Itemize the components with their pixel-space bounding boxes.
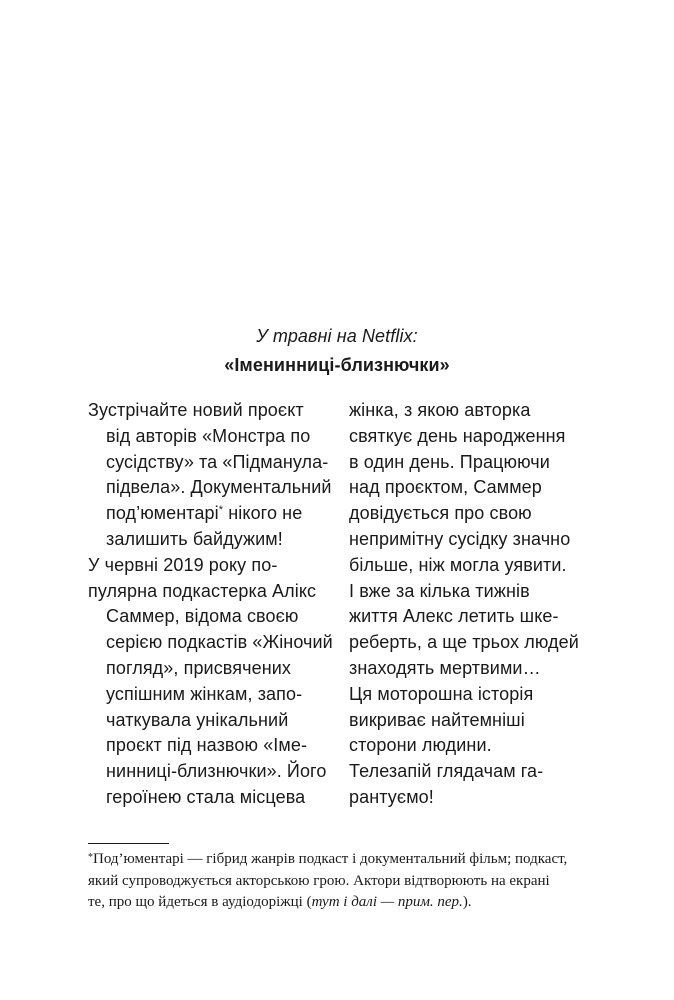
text-line: непримітну сусідку значно <box>349 528 571 549</box>
text-line: успішним жінкам, запо- <box>106 683 303 704</box>
text-line: Зустрічайте новий проєкт <box>88 400 304 420</box>
text-line: над проєктом, Саммер <box>349 477 542 498</box>
footnote-line: який супроводжується акторською грою. Актори відтворюють на екрані <box>88 872 550 889</box>
right-text-column <box>349 398 589 811</box>
text-line: викриває найтемніші <box>349 709 525 730</box>
text-line: сусідству» та «Підманула- <box>106 451 329 472</box>
text-fragment: под’юментарі <box>106 503 219 524</box>
text-line: святкує день народження <box>349 425 566 446</box>
footnote-text: Под’юментарі — гібрид жанрів подкаст і документальний фільм; подкаст, <box>93 851 568 867</box>
text-line: знаходять мертвими… <box>349 657 541 678</box>
text-line: чаткувала унікальний <box>106 709 289 730</box>
series-title: «Іменинниці-близнючки» <box>224 355 450 375</box>
text-line: сторони людини. <box>349 735 492 756</box>
footnote-text: те, про що йдеться в аудіодоріжці ( <box>88 894 312 910</box>
text-line: рантуємо! <box>349 786 434 807</box>
announcement-line: У травні на Netflix: <box>256 326 418 346</box>
footnote-line <box>88 849 588 871</box>
text-line: залишить байдужим! <box>106 528 283 549</box>
text-line: серією подкастів «Жіночий <box>106 632 333 653</box>
footnote-mark: * <box>88 852 93 863</box>
text-line: в один день. Працюючи <box>349 451 550 472</box>
footnote-line <box>88 892 588 914</box>
text-line: більше, ніж могла уявити. <box>349 554 567 575</box>
text-line: від авторів «Монстра по <box>106 425 311 446</box>
text-line: пулярна подкастерка Алікс <box>88 580 317 601</box>
text-line <box>88 501 328 527</box>
text-line: Саммер, відома своєю <box>106 606 299 627</box>
text-fragment: нікого не <box>223 503 303 524</box>
text-line: Телезапій глядачам га- <box>349 761 544 782</box>
text-line: проєкт під назвою «Іме- <box>106 735 308 756</box>
text-line: нинниці-близнючки». Його <box>106 761 327 782</box>
translator-note: тут і далі — прим. пер. <box>311 894 463 910</box>
text-line: життя Алекс летить шке- <box>349 606 559 627</box>
text-line: жінка, з якою авторка <box>349 400 531 420</box>
footnote-marker: * <box>218 504 224 517</box>
text-line: І вже за кілька тижнів <box>349 580 530 601</box>
text-line: Ця моторошна історія <box>349 683 534 704</box>
left-text-column <box>88 398 333 811</box>
footnote-divider <box>88 843 169 844</box>
footnote-text: ). <box>462 894 472 910</box>
text-line: реберть, а ще трьох людей <box>349 632 579 653</box>
text-line: погляд», присвячених <box>106 657 291 678</box>
text-line: довідується про свою <box>349 503 532 524</box>
text-line: героїнею стала місцева <box>106 786 306 807</box>
text-line: підвела». Документальний <box>106 477 332 498</box>
text-line: У червні 2019 року по- <box>88 554 278 575</box>
footnote <box>88 849 588 914</box>
